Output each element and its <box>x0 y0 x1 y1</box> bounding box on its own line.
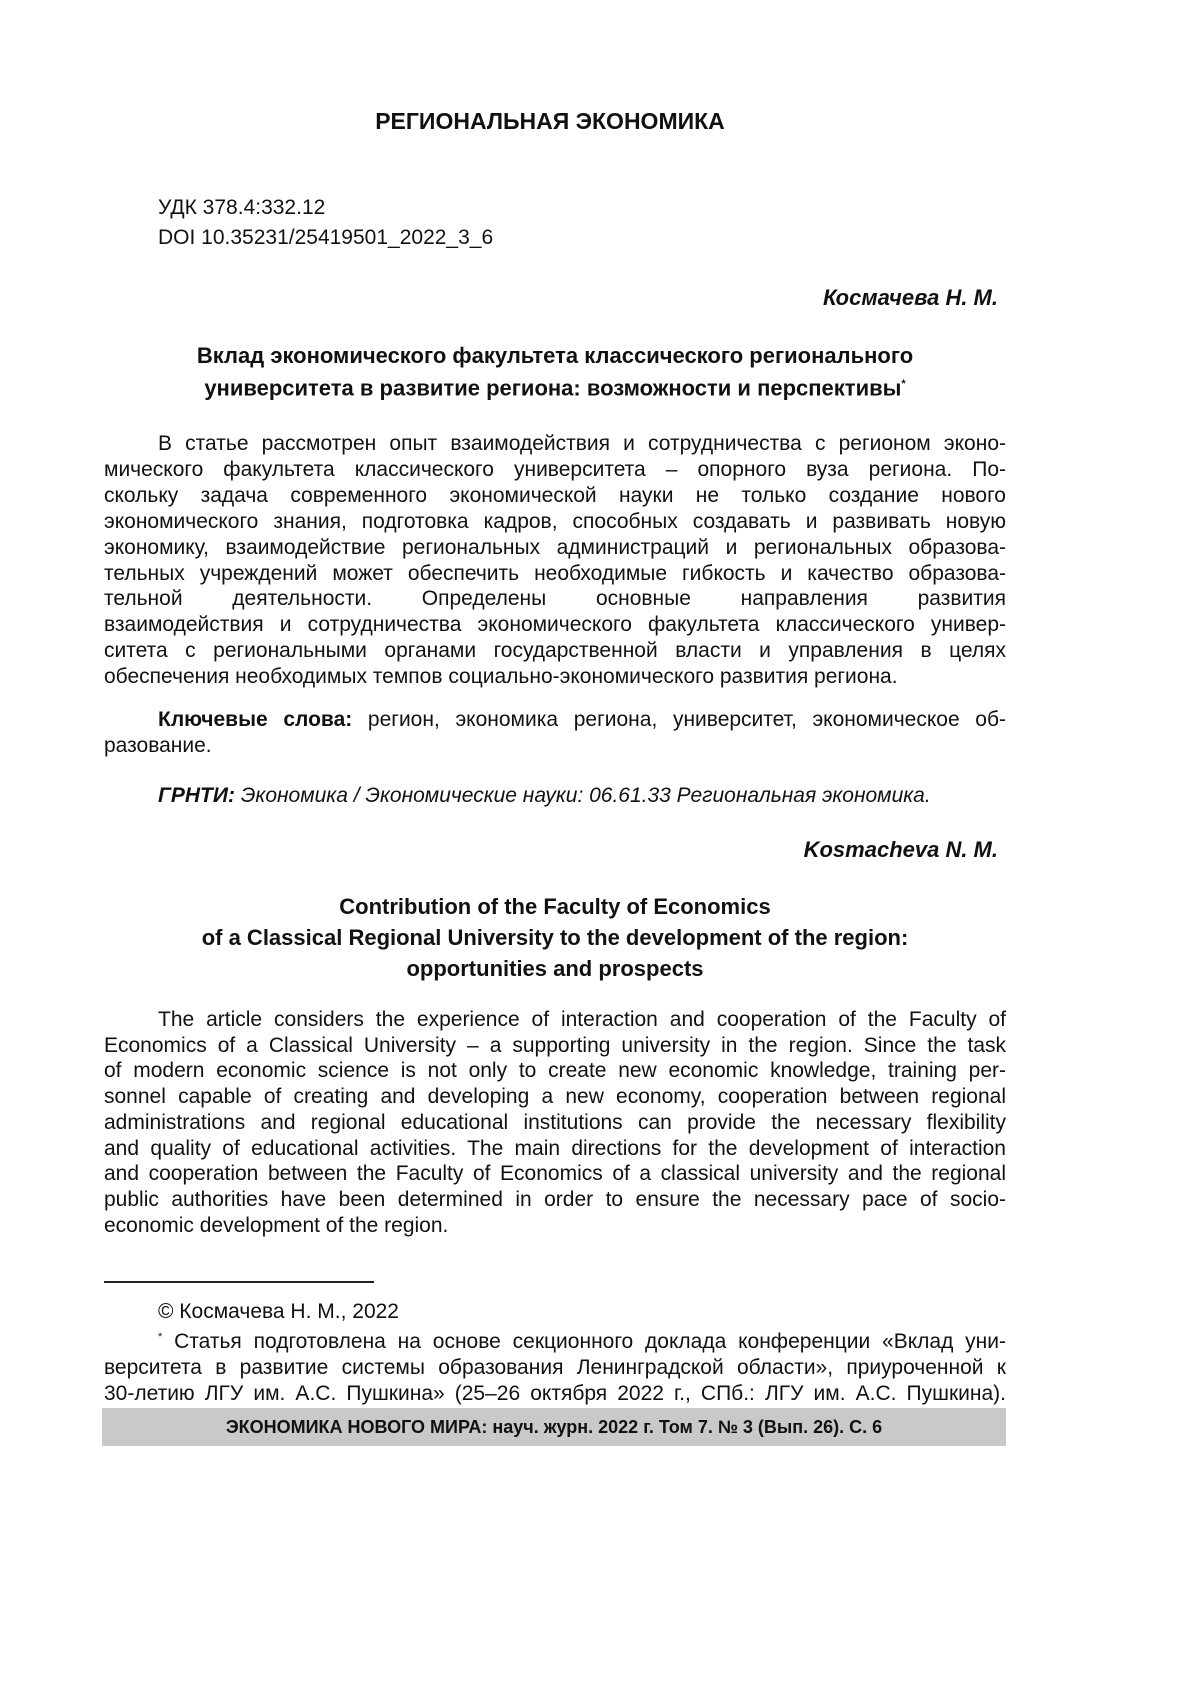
abstract-line: мического факультета классического университета – опорного вуза региона. По- <box>104 457 1006 483</box>
abstract-line: ситета с региональными органами государственной власти и управления в целях <box>104 638 1006 664</box>
title-en-line: Contribution of the Faculty of Economics <box>104 891 1006 922</box>
title-en-line: of a Classical Regional University to the development of the region: <box>104 922 1006 953</box>
abstract-line: В статье рассмотрен опыт взаимодействия и сотрудничества с регионом эконо- <box>104 431 1006 457</box>
grnti <box>104 783 1006 809</box>
keywords-label: Ключевые слова: <box>158 708 352 731</box>
title-ru <box>0 341 1110 402</box>
title-ru-line: университета в развитие региона: возможности и перспективы* <box>0 370 1110 402</box>
footnotes <box>104 1299 1006 1407</box>
doi: DOI 10.35231/25419501_2022_3_6 <box>158 226 493 250</box>
abstract-line: взаимодействия и сотрудничества экономического факультета классического универ- <box>104 612 1006 638</box>
abstract-line: and cooperation between the Faculty of Economics of a classical university and the regional <box>104 1161 1006 1187</box>
copyright: © Космачева Н. М., 2022 <box>104 1299 1006 1325</box>
abstract-en <box>104 1007 1006 1238</box>
section-heading: РЕГИОНАЛЬНАЯ ЭКОНОМИКА <box>0 108 1100 135</box>
title-en-line: opportunities and prospects <box>104 953 1006 984</box>
footnote-text: верситета в развитие системы образования Ленинградской области», приуроченной к <box>104 1355 1006 1381</box>
author-ru: Космачева Н. М. <box>823 285 998 311</box>
keywords-ru <box>104 707 1006 759</box>
title-ru-line: Вклад экономического факультета классического регионального <box>0 341 1110 370</box>
abstract-line: экономику, взаимодействие региональных администраций и региональных образова- <box>104 535 1006 561</box>
footnote-mark: * <box>158 1331 162 1343</box>
journal-footer: ЭКОНОМИКА НОВОГО МИРА: науч. журн. 2022 г. Том 7. № 3 (Вып. 26). С. 6 <box>102 1408 1006 1446</box>
abstract-line: экономического знания, подготовка кадров, способных создавать и развивать новую <box>104 509 1006 535</box>
abstract-line: скольку задача современного экономической науки не только создание нового <box>104 483 1006 509</box>
footnote-mark: * <box>901 378 905 390</box>
title-en <box>104 891 1006 984</box>
grnti-label: ГРНТИ: <box>158 784 235 807</box>
abstract-line: тельной деятельности. Определены основные направления развития <box>104 586 1006 612</box>
udc-code: УДК 378.4:332.12 <box>158 196 325 220</box>
keywords-text: разование. <box>104 733 1006 759</box>
abstract-ru <box>104 431 1006 690</box>
footnote-text: 30-летию ЛГУ им. А.С. Пушкина» (25–26 октября 2022 г., СПб.: ЛГУ им. А.С. Пушкина). <box>104 1381 1006 1407</box>
abstract-line: тельных учреждений может обеспечить необходимые гибкость и качество образова- <box>104 561 1006 587</box>
abstract-line: and quality of educational activities. The main directions for the development of interaction <box>104 1136 1006 1162</box>
abstract-line: economic development of the region. <box>104 1213 1006 1239</box>
keywords-text: регион, экономика региона, университет, экономическое об- <box>352 708 1006 731</box>
footnote-text: Статья подготовлена на основе секционного доклада конференции «Вклад уни- <box>162 1330 1006 1353</box>
footnote-divider <box>104 1281 374 1283</box>
abstract-line: of modern economic science is not only to create new economic knowledge, training per- <box>104 1058 1006 1084</box>
author-en: Kosmacheva N. M. <box>804 837 998 863</box>
abstract-line: The article considers the experience of interaction and cooperation of the Faculty of <box>104 1007 1006 1033</box>
abstract-line: Economics of a Classical University – a supporting university in the region. Since the task <box>104 1033 1006 1059</box>
abstract-line: public authorities have been determined in order to ensure the necessary pace of socio- <box>104 1187 1006 1213</box>
grnti-text: Экономика / Экономические науки: 06.61.33 Региональная экономика. <box>235 784 931 807</box>
abstract-line: sonnel capable of creating and developing a new economy, cooperation between regional <box>104 1084 1006 1110</box>
abstract-line: administrations and regional educational institutions can provide the necessary flexibility <box>104 1110 1006 1136</box>
abstract-line: обеспечения необходимых темпов социально-экономического развития региона. <box>104 664 1006 690</box>
